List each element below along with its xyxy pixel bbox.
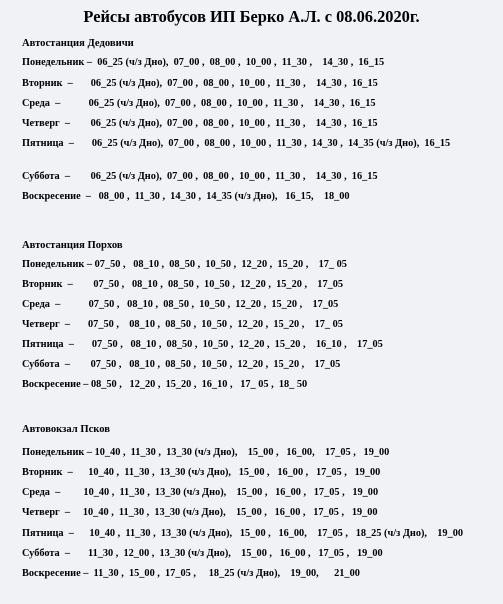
- schedule-row: Среда – 10_40 , 11_30 , 13_30 (ч/з Дно), 15_00 , 16_00 , 17_05 , 19_00: [22, 487, 379, 498]
- section-title-dedovichi: Автостанция Дедовичи: [22, 38, 134, 49]
- schedule-row: Среда – 06_25 (ч/з Дно), 07_00 , 08_00 , 10_00 , 11_30 , 14_30 , 16_15: [22, 98, 376, 109]
- schedule-row: Воскресение – 08_50 , 12_20 , 15_20 , 16_10 , 17_ 05 , 18_ 50: [22, 379, 308, 390]
- schedule-row: Воскресение – 11_30 , 15_00 , 17_05 , 18_25 (ч/з Дно), 19_00, 21_00: [22, 568, 360, 579]
- schedule-row: Пятница – 06_25 (ч/з Дно), 07_00 , 08_00 , 10_00 , 11_30 , 14_30 , 14_35 (ч/з Дно), 16_15: [22, 138, 451, 149]
- schedule-row: Понедельник – 06_25 (ч/з Дно), 07_00 , 08_00 , 10_00 , 11_30 , 14_30 , 16_15: [22, 57, 385, 68]
- schedule-row: Понедельник – 10_40 , 11_30 , 13_30 (ч/з Дно), 15_00 , 16_00, 17_05 , 19_00: [22, 447, 390, 458]
- schedule-row: Пятница – 07_50 , 08_10 , 08_50 , 10_50 , 12_20 , 15_20 , 16_10 , 17_05: [22, 339, 383, 350]
- schedule-row: Воскресение – 08_00 , 11_30 , 14_30 , 14_35 (ч/з Дно), 16_15, 18_00: [22, 191, 350, 202]
- schedule-row: Вторник – 06_25 (ч/з Дно), 07_00 , 08_00 , 10_00 , 11_30 , 14_30 , 16_15: [22, 78, 378, 89]
- schedule-row: Вторник – 07_50 , 08_10 , 08_50 , 10_50 , 12_20 , 15_20 , 17_05: [22, 279, 344, 290]
- schedule-row: Суббота – 06_25 (ч/з Дно), 07_00 , 08_00 , 10_00 , 11_30 , 14_30 , 16_15: [22, 171, 378, 182]
- schedule-row: Понедельник – 07_50 , 08_10 , 08_50 , 10_50 , 12_20 , 15_20 , 17_ 05: [22, 259, 347, 270]
- schedule-row: Пятница – 10_40 , 11_30 , 13_30 (ч/з Дно), 15_00 , 16_00, 17_05 , 18_25 (ч/з Дно), 19_00: [22, 528, 464, 539]
- schedule-row: Среда – 07_50 , 08_10 , 08_50 , 10_50 , 12_20 , 15_20 , 17_05: [22, 299, 339, 310]
- schedule-row: Суббота – 07_50 , 08_10 , 08_50 , 10_50 , 12_20 , 15_20 , 17_05: [22, 359, 341, 370]
- schedule-row: Суббота – 11_30 , 12_00 , 13_30 (ч/з Дно), 15_00 , 16_00 , 17_05 , 19_00: [22, 548, 383, 559]
- section-title-pskov: Автовокзал Псков: [22, 424, 111, 435]
- schedule-row: Четверг – 10_40 , 11_30 , 13_30 (ч/з Дно), 15_00 , 16_00 , 17_05 , 19_00: [22, 507, 378, 518]
- schedule-row: Вторник – 10_40 , 11_30 , 13_30 (ч/з Дно), 15_00 , 16_00 , 17_05 , 19_00: [22, 467, 381, 478]
- section-title-porkhov: Автостанция Порхов: [22, 240, 123, 251]
- page-title: Рейсы автобусов ИП Берко А.Л. с 08.06.2020г.: [83, 7, 420, 26]
- schedule-row: Четверг – 07_50 , 08_10 , 08_50 , 10_50 , 12_20 , 15_20 , 17_ 05: [22, 319, 343, 330]
- schedule-row: Четверг – 06_25 (ч/з Дно), 07_00 , 08_00 , 10_00 , 11_30 , 14_30 , 16_15: [22, 118, 378, 129]
